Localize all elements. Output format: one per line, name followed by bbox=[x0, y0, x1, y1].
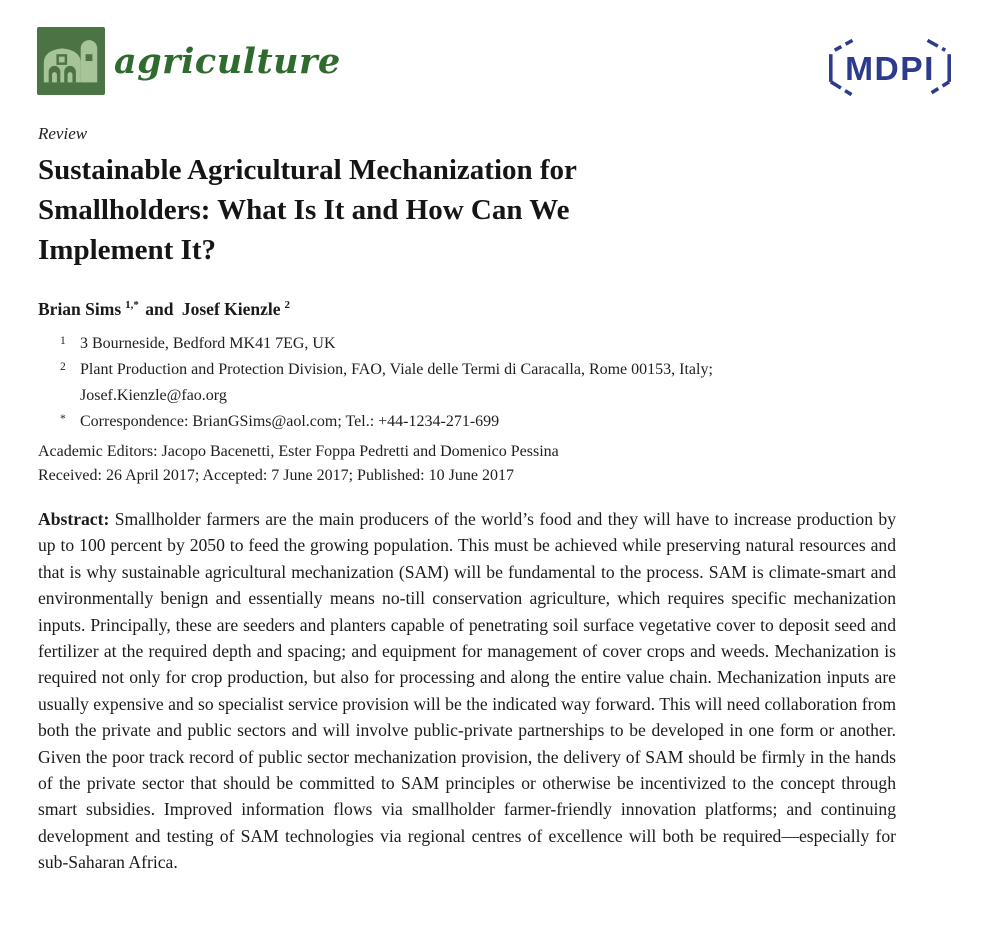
correspondence-text: Correspondence: BrianGSims@aol.com; Tel.: +44-1234-271-699 bbox=[80, 413, 500, 430]
dates-line: Received: 26 April 2017; Accepted: 7 June 2017; Published: 10 June 2017 bbox=[38, 467, 514, 484]
article-title bbox=[38, 150, 798, 270]
affiliation-row bbox=[38, 357, 898, 409]
abstract-text: Smallholder farmers are the main producers of the world’s food and they will have to increase production by up to 100 percent by 2050 to feed the growing population. This must be achieved while preserving natural resources and that is why sustainable agricultural mechanization (SAM) will be fundamental to the process. SAM is climate-smart and environmentally benign and essentially means no-till conservation agriculture, which requires specific mechanization inputs. Principally, these are seeders and planters capable of penetrating soil surface vegetative cover to deposit seed and fertilizer at the required depth and spacing; and equipment for management of cover crops and weeds. Mechanization is required not only for crop production, but also for processing and along the entire value chain. Mechanization inputs are usually expensive and so specialist service provision will be the indicated way forward. This will need collaboration from both the private and public sectors and will involve public-private partnerships to be developed in one form or another. Given the poor track record of public sector mechanization provision, the delivery of SAM should be firmly in the hands of the private sector that should be committed to SAM principles or otherwise be incentivized to the concept through smart subsidies. Improved information flows via smallholder farmer-friendly innovation platforms; and continuing development and testing of SAM technologies via regional centres of excellence will both be required—especially for sub-Saharan Africa. bbox=[38, 509, 897, 873]
mdpi-wordmark: MDPI bbox=[845, 50, 935, 88]
affiliation-marker: 1 bbox=[60, 335, 66, 347]
abstract-label: Abstract: bbox=[38, 509, 110, 529]
affiliation-list bbox=[38, 331, 898, 435]
author-affiliation-marker: 2 bbox=[284, 299, 291, 312]
correspondence-marker: * bbox=[60, 413, 66, 425]
affiliation-row bbox=[38, 331, 898, 357]
journal-wordmark: agriculture bbox=[114, 41, 341, 82]
title-line-2: Smallholders: What Is It and How Can We bbox=[38, 194, 570, 226]
affiliation-email: Josef.Kienzle@fao.org bbox=[80, 387, 227, 404]
article-type-label: Review bbox=[38, 124, 88, 143]
barn-and-silo-icon bbox=[37, 27, 105, 95]
affiliation-text: Plant Production and Protection Division, FAO, Viale delle Termi di Caracalla, Rome 00153, Italy; bbox=[80, 361, 713, 378]
abstract bbox=[38, 506, 896, 876]
mdpi-hexagon-icon bbox=[816, 36, 964, 100]
mdpi-logo bbox=[816, 36, 964, 100]
title-line-1: Sustainable Agricultural Mechanization for bbox=[38, 154, 577, 186]
author-name: Brian Sims bbox=[38, 299, 122, 319]
academic-editors-line: Academic Editors: Jacopo Bacenetti, Ester Foppa Pedretti and Domenico Pessina bbox=[38, 443, 559, 460]
author-affiliation-marker: 1,* bbox=[125, 299, 139, 312]
author-name: Josef Kienzle bbox=[181, 299, 281, 319]
journal-logo bbox=[37, 27, 105, 95]
authors-separator: and bbox=[145, 299, 174, 319]
affiliation-marker: 2 bbox=[60, 361, 66, 373]
editorial-meta bbox=[38, 440, 559, 488]
correspondence-row bbox=[38, 409, 898, 435]
affiliation-text: 3 Bourneside, Bedford MK41 7EG, UK bbox=[80, 335, 336, 352]
title-line-3: Implement It? bbox=[38, 234, 217, 266]
authors-line bbox=[38, 299, 290, 320]
